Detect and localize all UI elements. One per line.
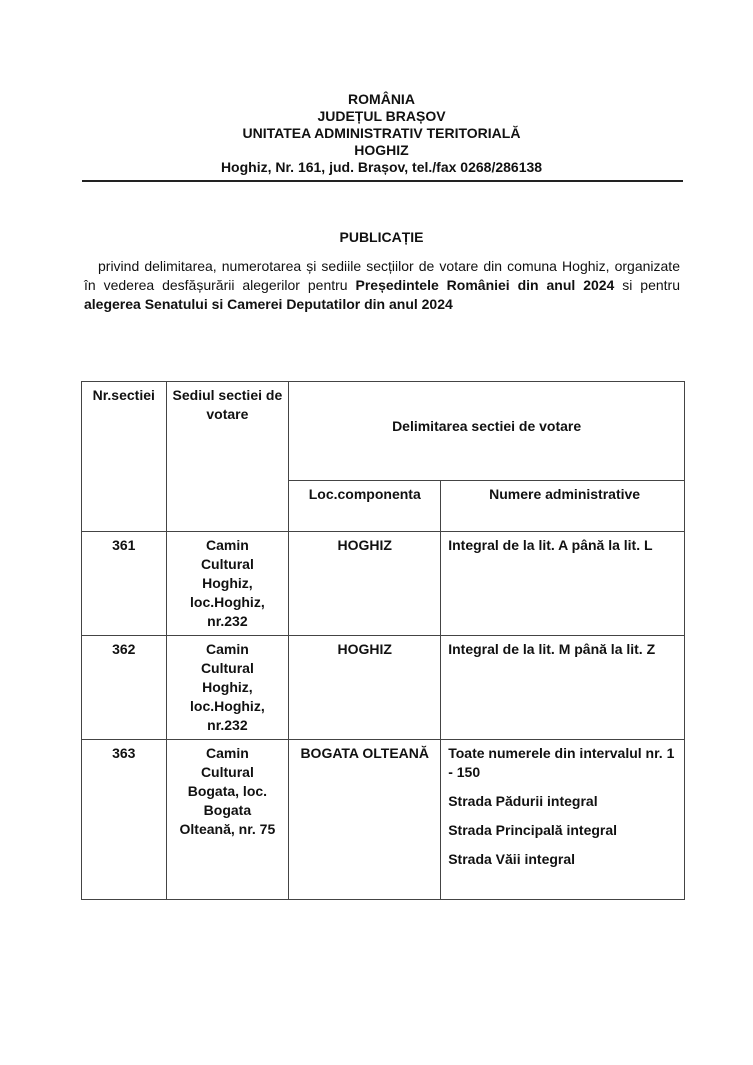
sediu-line: nr.232 <box>207 717 248 733</box>
cell-sediu <box>166 740 289 900</box>
cell-nr: 363 <box>82 740 167 900</box>
header-county: JUDEȚUL BRAȘOV <box>317 108 446 124</box>
table-row <box>82 636 685 740</box>
cell-numere <box>441 636 685 740</box>
cell-loc: BOGATA OLTEANĂ <box>289 740 441 900</box>
numere-item: Strada Văii integral <box>448 851 576 867</box>
table-row <box>82 532 685 636</box>
sediu-line: Cultural <box>200 660 254 676</box>
header-sediu: Sediul sectiei de votare <box>166 382 289 532</box>
intro-text-1: privind delimitarea, numerotarea și sediile secțiilor de votare din comuna Hoghiz, organizate în vederea desfășurării alegerilor pentru <box>84 258 680 293</box>
sediu-line: loc.Hoghiz, <box>190 698 265 714</box>
header-numere-administrative: Numere administrative <box>441 481 685 532</box>
numere-item: Strada Pădurii integral <box>448 793 598 809</box>
header-country: ROMÂNIA <box>348 91 415 107</box>
cell-numere <box>441 532 685 636</box>
sediu-line: loc.Hoghiz, <box>190 594 265 610</box>
header-address: Hoghiz, Nr. 161, jud. Brașov, tel./fax 0268/286138 <box>220 159 543 175</box>
numere-item: Integral de la lit. M până la lit. Z <box>448 641 656 657</box>
cell-loc: HOGHIZ <box>289 636 441 740</box>
header-delimitare: Delimitarea sectiei de votare <box>289 382 685 481</box>
polling-sections-table <box>81 381 685 900</box>
sediu-line: nr.232 <box>207 613 248 629</box>
intro-paragraph <box>84 257 680 314</box>
header-loc-componenta: Loc.componenta <box>289 481 441 532</box>
sediu-line: Olteană, nr. 75 <box>179 821 276 837</box>
sediu-line: Cultural <box>200 764 254 780</box>
cell-loc: HOGHIZ <box>289 532 441 636</box>
cell-numere <box>441 740 685 900</box>
sediu-line: Hoghiz, <box>202 679 253 695</box>
sediu-line: Bogata <box>203 802 252 818</box>
numere-item: Toate numerele din intervalul nr. 1 - 150 <box>448 745 675 780</box>
header-divider <box>82 180 683 182</box>
table-header-row <box>82 382 685 481</box>
cell-nr: 362 <box>82 636 167 740</box>
cell-sediu <box>166 532 289 636</box>
sediu-line: Camin <box>205 537 249 553</box>
sediu-line: Cultural <box>200 556 254 572</box>
header-commune: HOGHIZ <box>354 142 409 158</box>
cell-nr: 361 <box>82 532 167 636</box>
document-title: PUBLICAȚIE <box>339 229 424 245</box>
document-header <box>80 91 683 176</box>
numere-item: Strada Principală integral <box>448 822 618 838</box>
intro-text-2: si pentru <box>614 277 680 293</box>
intro-bold-1: Președintele României din anul 2024 <box>355 277 615 293</box>
numere-item: Integral de la lit. A până la lit. L <box>448 537 653 553</box>
header-nr-sectiei: Nr.sectiei <box>82 382 167 532</box>
sediu-line: Camin <box>205 745 249 761</box>
sediu-line: Hoghiz, <box>202 575 253 591</box>
table-row <box>82 740 685 900</box>
sediu-line: Camin <box>205 641 249 657</box>
sediu-line: Bogata, loc. <box>187 783 268 799</box>
cell-sediu <box>166 636 289 740</box>
intro-bold-2: alegerea Senatului si Camerei Deputatilor din anul 2024 <box>84 296 453 312</box>
header-unit: UNITATEA ADMINISTRATIV TERITORIALĂ <box>242 125 521 141</box>
